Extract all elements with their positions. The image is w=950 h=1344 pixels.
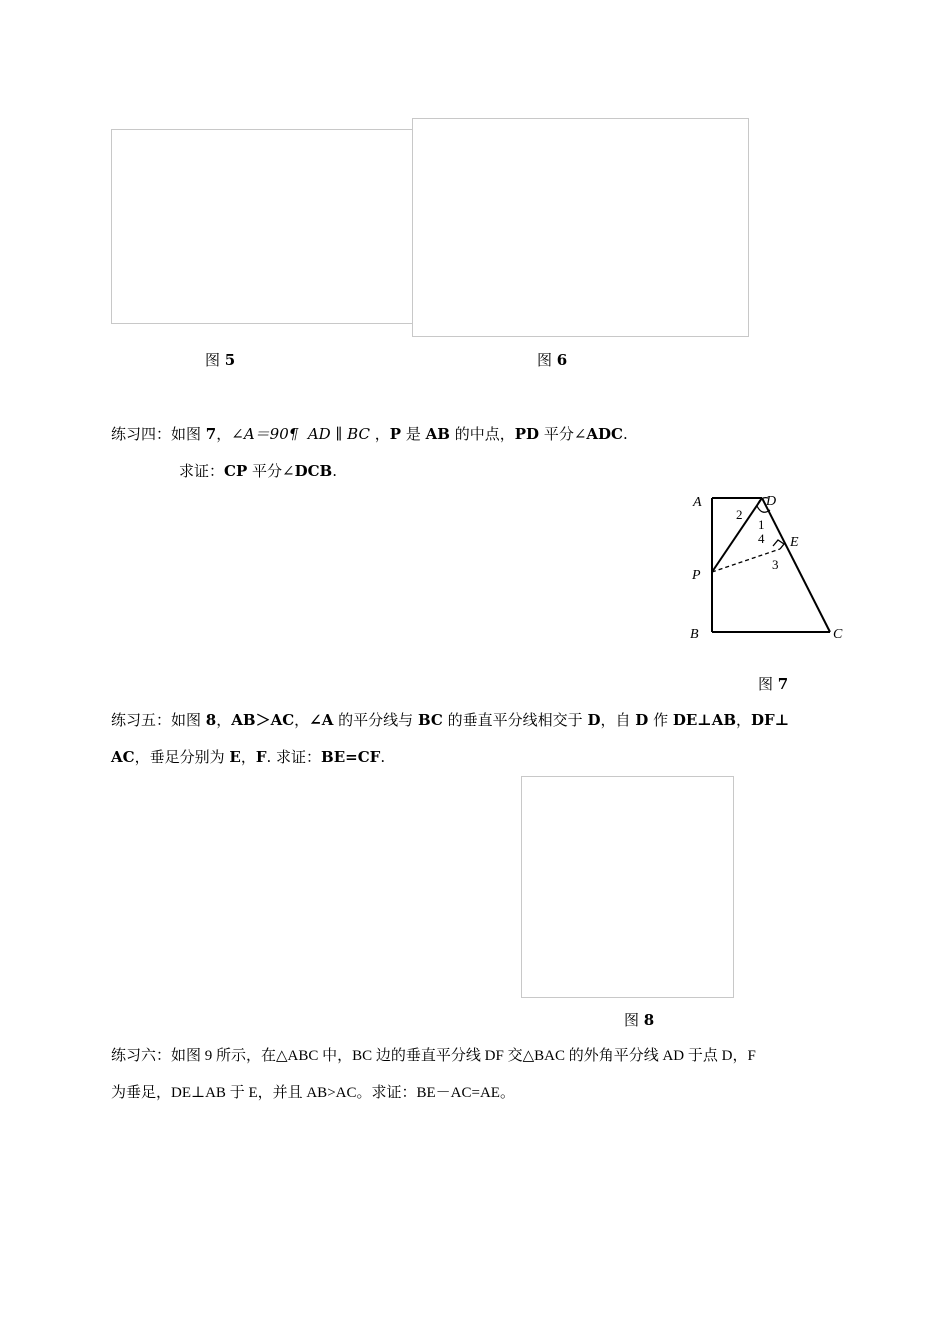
figure-5-image [111, 129, 414, 324]
exercise-5-statement-line2: AC，垂足分别为 E，F. 求证：BE=CF. [111, 748, 386, 766]
exercise-6-statement-line2: 为垂足，DE⊥AB 于 E，并且 AB>AC。求证：BE－AC=AE。 [111, 1085, 515, 1101]
exercise-5-statement-line1: 练习五：如图 8，AB＞AC，∠A 的平分线与 BC 的垂直平分线相交于 D，自 D 作 DE⊥AB，DF⊥ [111, 711, 790, 729]
label-angle-1: 1 [758, 517, 765, 532]
label-angle-4: 4 [758, 531, 765, 546]
label-p: P [692, 568, 701, 583]
right-angle-mark [773, 540, 784, 549]
exercise-4-statement: 练习四：如图 7，∠A＝90¶ AD ∥ BC ，P 是 AB 的中点，PD 平分∠ADC. [111, 425, 628, 443]
exercise-4-prove: 求证：CP 平分∠DCB. [179, 462, 337, 480]
figure-7-diagram [680, 488, 860, 648]
figure-8-caption: 图 8 [624, 1011, 655, 1029]
figure-7-caption: 图 7 [758, 675, 789, 693]
figure-6-caption: 图 6 [537, 351, 568, 369]
label-a: A [693, 495, 702, 510]
label-d: D [766, 494, 777, 509]
figure-6-image [412, 118, 749, 337]
label-c: C [833, 627, 843, 642]
label-e: E [790, 535, 799, 550]
figure-5-caption: 图 5 [205, 351, 236, 369]
label-angle-3: 3 [772, 557, 779, 572]
label-angle-2: 2 [736, 507, 743, 522]
segment-pe-dashed [712, 549, 780, 572]
exercise-6-statement-line1: 练习六：如图 9 所示，在△ABC 中，BC 边的垂直平分线 DF 交△BAC 的外角平分线 AD 于点 D，F [111, 1048, 756, 1064]
label-b: B [690, 627, 699, 642]
figure-8-image [521, 776, 734, 998]
